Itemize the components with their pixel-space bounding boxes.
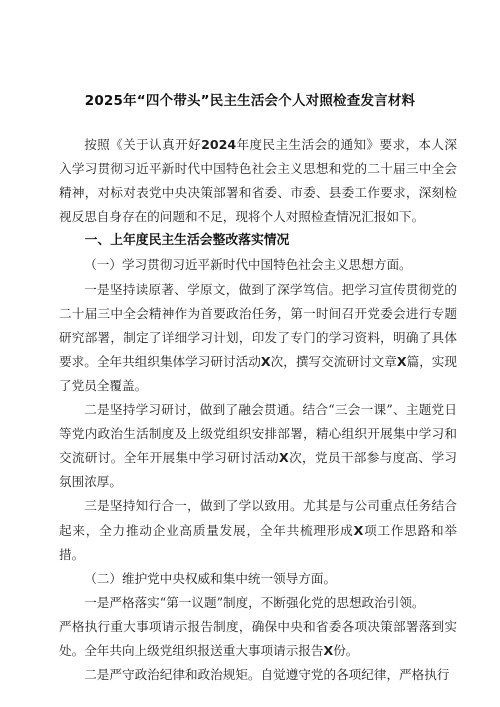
paragraph-5-text-c: 份。 [333, 642, 359, 658]
paragraph-2 [59, 398, 457, 494]
paragraph-5-count: X [323, 642, 334, 658]
paragraph-6: 二是严守政治纪律和政治规矩。自觉遵守党的各项纪律，严格执行 [84, 667, 450, 683]
paragraph-5-text-a: 严格执行重大事项请示报告制度，确保中央和省委各项决策部署落到实处。全年共向上级党组织报送重大事项请示报告 [59, 618, 457, 658]
paragraph-1-text-a: 一是坚持读原著、学原文，做到了深学笃信。把学习宣传贯彻党的二十届三中全会精神作为首要政治任务，第一时间召开党委会进行专题研究部署，制定了详细学习计划，印发了专门的学习资料，明确了具体要求。全年共组织集体学习研讨活动 [59, 281, 457, 369]
paragraph-1-count-2: X [396, 353, 407, 369]
intro-year: 2024 [201, 137, 237, 152]
paragraph-3-text-c: 项工作思路和举措。 [59, 522, 458, 562]
paragraph-2-text-a: 二是坚持学习研讨，做到了融会贯通。结合“三会一课”、主题党日等党内政治生活制度及上级党组织安排部署，精心组织开展集中学习和交流研讨。全年开展集中学习研讨活动 [59, 402, 457, 466]
paragraph-1-text-e: 篇，实现了党员全覆盖。 [59, 353, 458, 393]
paragraph-2-text-c: 次，党员干部参与度高、学习氛围浓厚。 [59, 450, 458, 490]
paragraph-1 [59, 278, 457, 398]
intro-text-a: 按照《关于认真开好 [84, 137, 202, 152]
intro-text-c: 年度民主生活会的通知》要求，本人深入学习贯彻习近平新时代中国特色社会主义思想和党的二十届三中全会精神，对标对表党中央决策部署和省委、市委、县委工作要求，深刻检视反思自身存在的问题和不足，现将个人对照检查情况汇报如下。 [59, 137, 458, 225]
paragraph-1-text-c: 次，撰写交流研讨文章 [270, 353, 397, 369]
subsection-heading-1: （一）学习贯彻习近平新时代中国特色社会主义思想方面。 [84, 257, 412, 273]
paragraph-3 [59, 494, 457, 566]
document-body [59, 133, 457, 687]
section-heading-1: 一、上年度民主生活会整改落实情况 [84, 233, 290, 249]
paragraph-3-text-a: 三是坚持知行合一，做到了学以致用。尤其是与公司重点任务结合起来，全力推动企业高质量发展，全年共梳理形成 [59, 498, 457, 538]
intro-paragraph [59, 133, 457, 229]
paragraph-4: 一是严格落实“第一议题”制度，不断强化党的思想政治引领。 [84, 594, 425, 610]
paragraph-5 [59, 615, 457, 663]
paragraph-3-count: X [353, 522, 364, 538]
document-title: 2025年“四个带头”民主生活会个人对照检查发言材料 [84, 93, 416, 109]
paragraph-2-count: X [279, 450, 289, 466]
subsection-heading-2: （二）维护党中央权威和集中统一领导方面。 [84, 570, 337, 586]
paragraph-1-count-1: X [260, 353, 271, 369]
